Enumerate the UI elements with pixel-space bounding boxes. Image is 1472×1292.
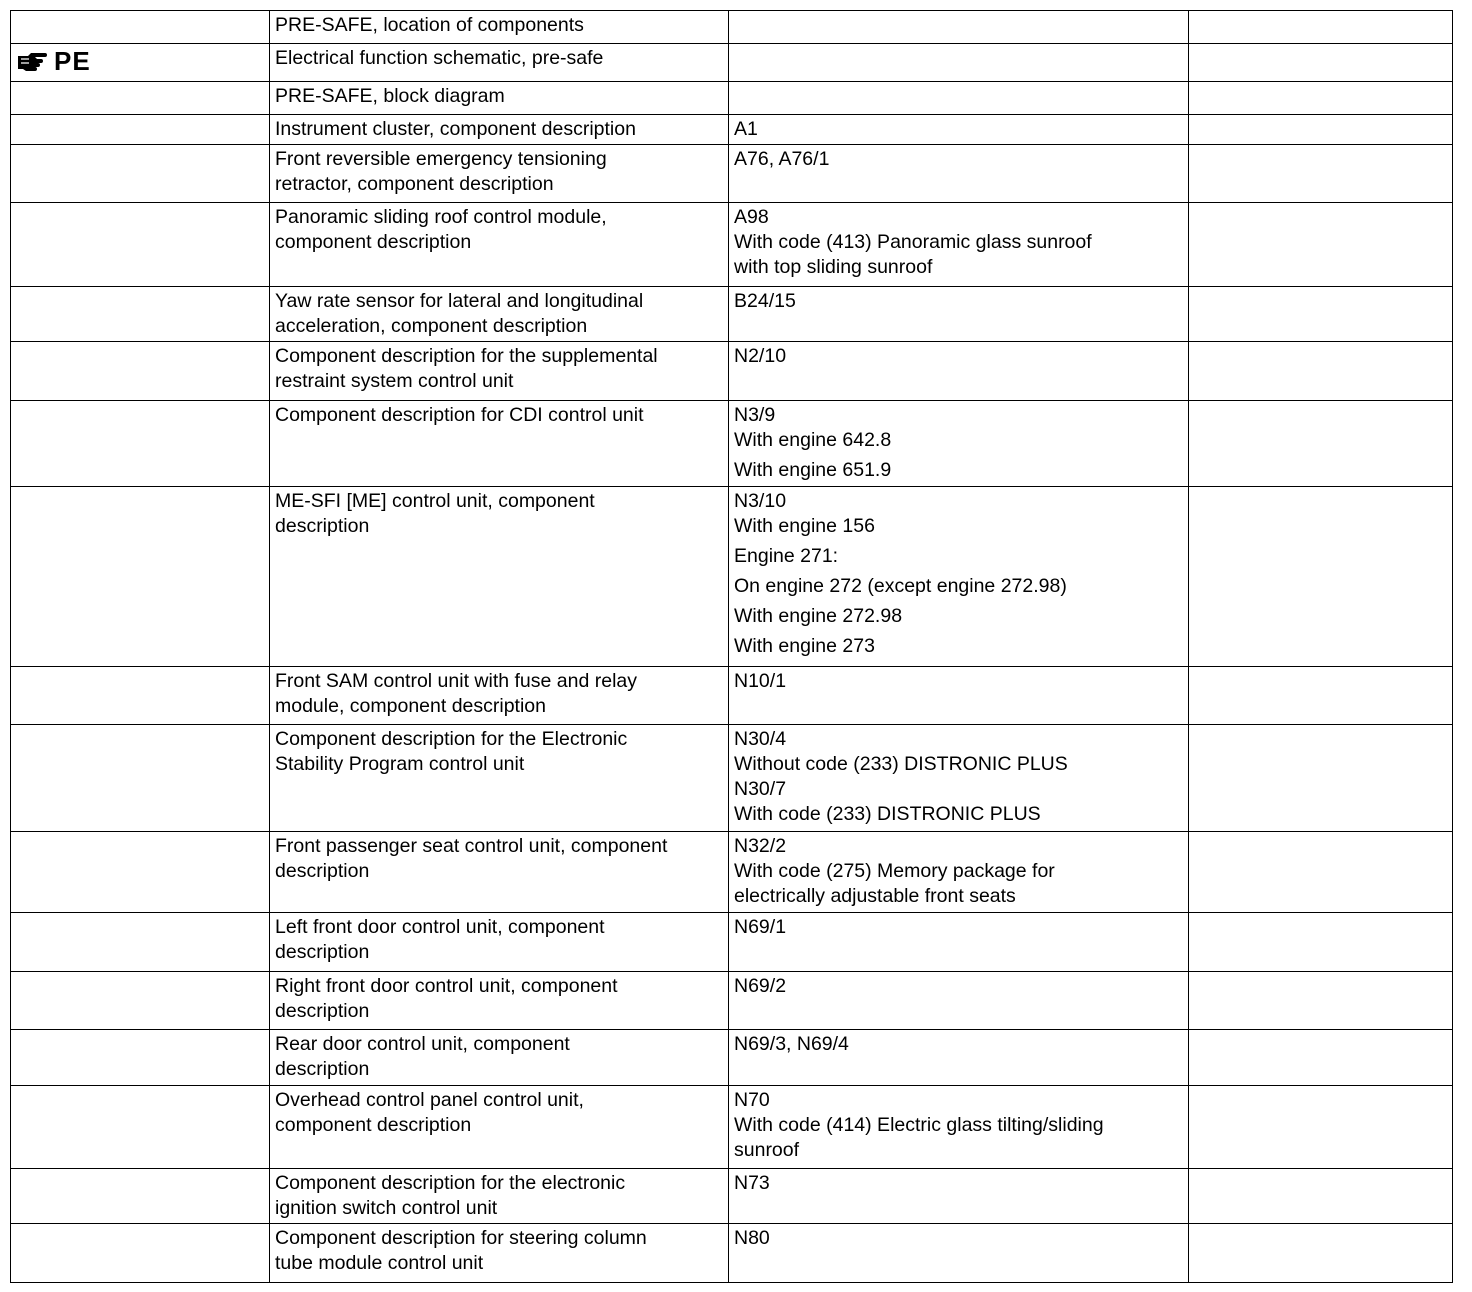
component-cell-line: With engine 273 xyxy=(734,635,875,657)
component-cell xyxy=(729,667,1189,725)
description-cell-line: Front SAM control unit with fuse and relay xyxy=(275,670,637,692)
marker-cell xyxy=(11,342,270,401)
component-cell xyxy=(729,972,1189,1030)
component-cell xyxy=(729,401,1189,487)
component-cell-line: With code (233) DISTRONIC PLUS xyxy=(734,803,1041,825)
description-cell-line: Overhead control panel control unit, xyxy=(275,1089,584,1111)
component-cell-line: A76, A76/1 xyxy=(734,148,830,170)
description-cell xyxy=(270,913,729,972)
component-cell xyxy=(729,1086,1189,1169)
marker-cell xyxy=(11,44,270,82)
component-cell-line: N2/10 xyxy=(734,345,787,367)
description-cell-line: Stability Program control unit xyxy=(275,753,525,775)
document-cell xyxy=(1189,82,1453,115)
component-cell-line: sunroof xyxy=(734,1139,800,1161)
description-cell-line: ME-SFI [ME] control unit, component xyxy=(275,490,595,512)
table-row xyxy=(11,972,1453,1030)
component-cell-line: N30/4 xyxy=(734,728,787,750)
description-cell-line: Instrument cluster, component description xyxy=(275,118,636,140)
description-cell xyxy=(270,1030,729,1086)
description-cell-line: description xyxy=(275,860,370,882)
component-cell-line: With engine 642.8 xyxy=(734,429,892,451)
description-cell-line: Front passenger seat control unit, component xyxy=(275,835,668,857)
description-cell xyxy=(270,667,729,725)
marker-cell xyxy=(11,725,270,832)
component-cell-line: B24/15 xyxy=(734,290,796,312)
pe-marker xyxy=(16,46,264,76)
description-cell-line: Yaw rate sensor for lateral and longitudinal xyxy=(275,290,644,312)
component-cell-line: With engine 156 xyxy=(734,515,875,537)
description-cell-line: module, component description xyxy=(275,695,546,717)
marker-cell xyxy=(11,82,270,115)
table-row xyxy=(11,1030,1453,1086)
table-row xyxy=(11,667,1453,725)
component-cell-line: N73 xyxy=(734,1172,770,1194)
table-row xyxy=(11,44,1453,82)
description-cell xyxy=(270,203,729,287)
description-cell-line: acceleration, component description xyxy=(275,315,588,337)
marker-cell xyxy=(11,145,270,203)
description-cell-line: description xyxy=(275,1000,370,1022)
component-cell-line: N80 xyxy=(734,1227,770,1249)
component-cell-line: A1 xyxy=(734,118,758,140)
table-row xyxy=(11,1169,1453,1224)
component-cell-line: electrically adjustable front seats xyxy=(734,885,1016,907)
table-row xyxy=(11,913,1453,972)
component-cell-line: N3/9 xyxy=(734,404,776,426)
description-cell-line: Component description for the supplemental xyxy=(275,345,658,367)
description-cell-line: PRE-SAFE, location of components xyxy=(275,14,584,36)
table-row xyxy=(11,1224,1453,1283)
document-cell xyxy=(1189,972,1453,1030)
document-cell xyxy=(1189,1030,1453,1086)
table-row xyxy=(11,11,1453,44)
description-cell xyxy=(270,487,729,667)
marker-cell xyxy=(11,1224,270,1283)
description-cell xyxy=(270,342,729,401)
document-cell xyxy=(1189,287,1453,342)
description-cell-line: restraint system control unit xyxy=(275,370,514,392)
document-cell xyxy=(1189,725,1453,832)
component-cell-line: N10/1 xyxy=(734,670,787,692)
description-cell xyxy=(270,115,729,145)
component-cell xyxy=(729,832,1189,913)
reference-table xyxy=(10,10,1453,1283)
marker-cell xyxy=(11,667,270,725)
marker-cell xyxy=(11,972,270,1030)
pe-marker-label: PE xyxy=(54,46,91,76)
description-cell-line: tube module control unit xyxy=(275,1252,484,1274)
document-cell xyxy=(1189,1224,1453,1283)
table-row xyxy=(11,342,1453,401)
description-cell-line: description xyxy=(275,1058,370,1080)
document-cell xyxy=(1189,44,1453,82)
component-cell xyxy=(729,145,1189,203)
document-cell xyxy=(1189,145,1453,203)
document-cell xyxy=(1189,487,1453,667)
description-cell xyxy=(270,725,729,832)
description-cell-line: Panoramic sliding roof control module, xyxy=(275,206,607,228)
document-cell xyxy=(1189,1086,1453,1169)
marker-cell xyxy=(11,1086,270,1169)
component-cell xyxy=(729,44,1189,82)
description-cell xyxy=(270,1224,729,1283)
description-cell-line: component description xyxy=(275,231,472,253)
table-row xyxy=(11,832,1453,913)
document-cell xyxy=(1189,342,1453,401)
document-cell xyxy=(1189,832,1453,913)
table-row xyxy=(11,1086,1453,1169)
description-cell xyxy=(270,832,729,913)
component-cell xyxy=(729,287,1189,342)
description-cell xyxy=(270,972,729,1030)
component-cell xyxy=(729,1030,1189,1086)
document-cell xyxy=(1189,1169,1453,1224)
component-cell xyxy=(729,913,1189,972)
description-cell-line: Left front door control unit, component xyxy=(275,916,605,938)
component-cell-line: On engine 272 (except engine 272.98) xyxy=(734,575,1067,597)
table-row xyxy=(11,82,1453,115)
description-cell-line: component description xyxy=(275,1114,472,1136)
component-cell-line: Engine 271: xyxy=(734,545,839,567)
document-cell xyxy=(1189,115,1453,145)
document-cell xyxy=(1189,11,1453,44)
description-cell-line: retractor, component description xyxy=(275,173,554,195)
description-cell xyxy=(270,287,729,342)
table-row xyxy=(11,115,1453,145)
pointing-hand-icon xyxy=(16,50,50,72)
component-cell-line: N32/2 xyxy=(734,835,787,857)
marker-cell xyxy=(11,115,270,145)
marker-cell xyxy=(11,1169,270,1224)
component-cell-line: With engine 651.9 xyxy=(734,459,892,481)
marker-cell xyxy=(11,913,270,972)
marker-cell xyxy=(11,401,270,487)
table-row xyxy=(11,401,1453,487)
description-cell-line: ignition switch control unit xyxy=(275,1197,498,1219)
description-cell-line: description xyxy=(275,515,370,537)
component-cell-line: N69/3, N69/4 xyxy=(734,1033,849,1055)
component-cell-line: A98 xyxy=(734,206,769,228)
component-cell-line: N30/7 xyxy=(734,778,787,800)
component-cell-line: With engine 272.98 xyxy=(734,605,903,627)
component-cell xyxy=(729,115,1189,145)
description-cell-line: Right front door control unit, component xyxy=(275,975,618,997)
description-cell-line: Component description for the Electronic xyxy=(275,728,628,750)
component-cell xyxy=(729,725,1189,832)
component-cell-line: with top sliding sunroof xyxy=(734,256,933,278)
component-cell-line: N69/1 xyxy=(734,916,787,938)
description-cell-line: description xyxy=(275,941,370,963)
marker-cell xyxy=(11,832,270,913)
component-cell xyxy=(729,11,1189,44)
table-row xyxy=(11,487,1453,667)
description-cell-line: PRE-SAFE, block diagram xyxy=(275,85,505,107)
document-cell xyxy=(1189,667,1453,725)
marker-cell xyxy=(11,203,270,287)
description-cell xyxy=(270,1169,729,1224)
component-cell-line: N70 xyxy=(734,1089,770,1111)
description-cell xyxy=(270,44,729,82)
description-cell-line: Component description for CDI control unit xyxy=(275,404,644,426)
marker-cell xyxy=(11,1030,270,1086)
document-cell xyxy=(1189,401,1453,487)
marker-cell xyxy=(11,11,270,44)
component-cell-line: With code (413) Panoramic glass sunroof xyxy=(734,231,1092,253)
component-cell-line: N3/10 xyxy=(734,490,787,512)
description-cell xyxy=(270,401,729,487)
table-row xyxy=(11,725,1453,832)
component-cell xyxy=(729,487,1189,667)
component-cell xyxy=(729,342,1189,401)
component-cell xyxy=(729,203,1189,287)
description-cell xyxy=(270,82,729,115)
description-cell-line: Component description for the electronic xyxy=(275,1172,626,1194)
description-cell-line: Component description for steering column xyxy=(275,1227,647,1249)
description-cell-line: Electrical function schematic, pre-safe xyxy=(275,47,604,69)
component-cell-line: With code (275) Memory package for xyxy=(734,860,1055,882)
component-cell-line: Without code (233) DISTRONIC PLUS xyxy=(734,753,1068,775)
document-cell xyxy=(1189,913,1453,972)
component-cell xyxy=(729,1169,1189,1224)
table-row xyxy=(11,203,1453,287)
component-cell xyxy=(729,82,1189,115)
description-cell xyxy=(270,145,729,203)
component-cell-line: With code (414) Electric glass tilting/sliding xyxy=(734,1114,1104,1136)
description-cell xyxy=(270,11,729,44)
marker-cell xyxy=(11,487,270,667)
table-row xyxy=(11,145,1453,203)
component-cell xyxy=(729,1224,1189,1283)
component-cell-line: N69/2 xyxy=(734,975,787,997)
description-cell xyxy=(270,1086,729,1169)
marker-cell xyxy=(11,287,270,342)
description-cell-line: Rear door control unit, component xyxy=(275,1033,570,1055)
document-cell xyxy=(1189,203,1453,287)
table-row xyxy=(11,287,1453,342)
description-cell-line: Front reversible emergency tensioning xyxy=(275,148,607,170)
